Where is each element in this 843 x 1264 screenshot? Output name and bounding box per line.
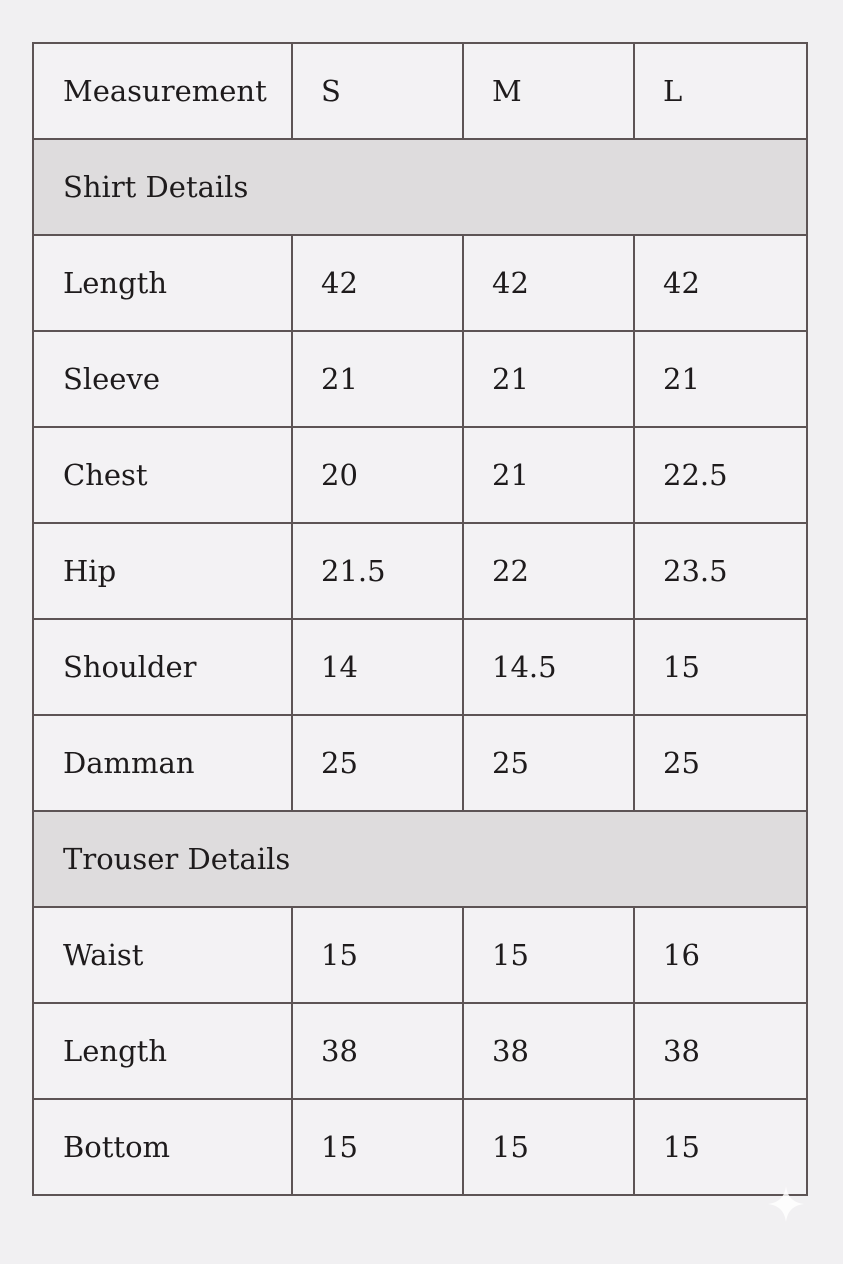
cell-size-l: 42 [634, 235, 807, 331]
cell-size-m: 25 [463, 715, 634, 811]
size-chart-body [33, 43, 807, 1195]
table-row [33, 427, 807, 523]
cell-size-s: 25 [292, 715, 463, 811]
section-title: Trouser Details [33, 811, 807, 907]
table-row [33, 331, 807, 427]
header-size-l: L [634, 43, 807, 139]
table-row [33, 235, 807, 331]
cell-size-l: 38 [634, 1003, 807, 1099]
cell-size-l: 21 [634, 331, 807, 427]
cell-size-m: 38 [463, 1003, 634, 1099]
row-label: Chest [33, 427, 292, 523]
table-row [33, 619, 807, 715]
cell-size-m: 15 [463, 907, 634, 1003]
cell-size-s: 21.5 [292, 523, 463, 619]
header-size-s: S [292, 43, 463, 139]
cell-size-s: 21 [292, 331, 463, 427]
cell-size-s: 15 [292, 1099, 463, 1195]
header-size-m: M [463, 43, 634, 139]
cell-size-s: 15 [292, 907, 463, 1003]
cell-size-s: 20 [292, 427, 463, 523]
size-chart-table [32, 42, 808, 1196]
cell-size-m: 15 [463, 1099, 634, 1195]
row-label: Waist [33, 907, 292, 1003]
cell-size-m: 21 [463, 331, 634, 427]
cell-size-m: 42 [463, 235, 634, 331]
row-label: Hip [33, 523, 292, 619]
sparkle-icon [766, 1184, 806, 1224]
table-row [33, 715, 807, 811]
table-row [33, 907, 807, 1003]
header-measurement: Measurement [33, 43, 292, 139]
row-label: Shoulder [33, 619, 292, 715]
cell-size-l: 22.5 [634, 427, 807, 523]
cell-size-l: 25 [634, 715, 807, 811]
cell-size-l: 15 [634, 619, 807, 715]
cell-size-l: 16 [634, 907, 807, 1003]
cell-size-l: 23.5 [634, 523, 807, 619]
cell-size-s: 14 [292, 619, 463, 715]
cell-size-m: 21 [463, 427, 634, 523]
row-label: Sleeve [33, 331, 292, 427]
row-label: Length [33, 1003, 292, 1099]
table-row [33, 1003, 807, 1099]
row-label: Bottom [33, 1099, 292, 1195]
cell-size-s: 38 [292, 1003, 463, 1099]
cell-size-s: 42 [292, 235, 463, 331]
table-header-row [33, 43, 807, 139]
cell-size-m: 14.5 [463, 619, 634, 715]
section-header-row [33, 811, 807, 907]
cell-size-m: 22 [463, 523, 634, 619]
section-title: Shirt Details [33, 139, 807, 235]
table-row [33, 523, 807, 619]
row-label: Damman [33, 715, 292, 811]
row-label: Length [33, 235, 292, 331]
cell-size-l: 15 [634, 1099, 807, 1195]
section-header-row [33, 139, 807, 235]
table-row [33, 1099, 807, 1195]
